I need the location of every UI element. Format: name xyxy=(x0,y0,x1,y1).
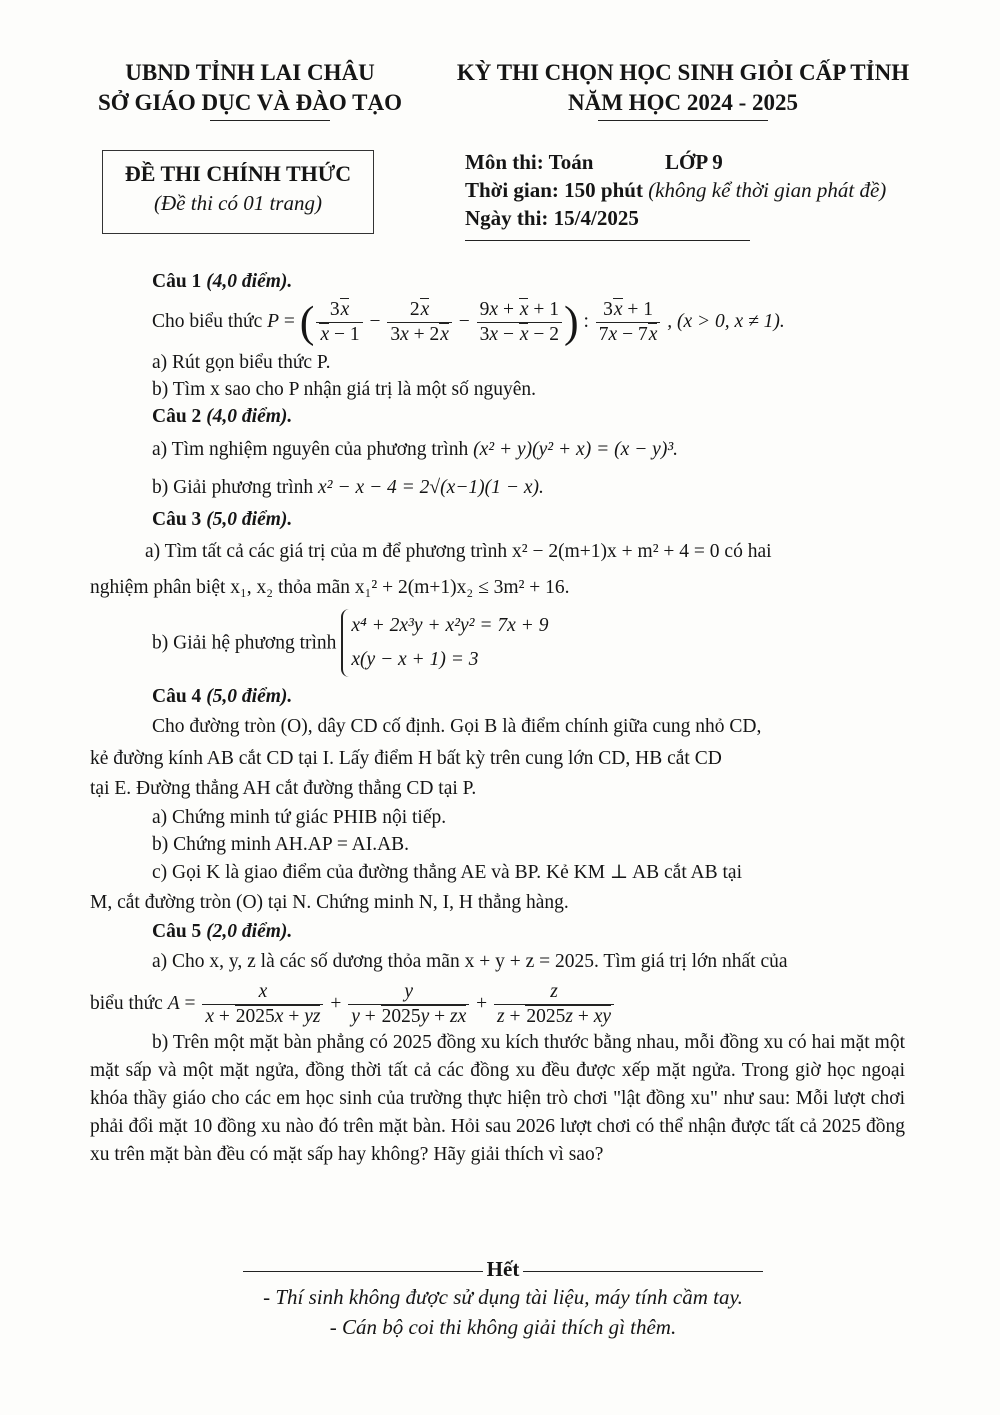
subject-label: Môn thi: Toán xyxy=(465,150,594,174)
q1-part-a: a) Rút gọn biểu thức P. xyxy=(152,352,331,373)
q2-part-a: a) Tìm nghiệm nguyên của phương trình (x² + y)(y² + x) = (x − y)³. xyxy=(152,439,679,460)
q5-heading: Câu 5 (2,0 điểm). xyxy=(152,921,293,942)
q4-part-c-line2: M, cắt đường tròn (O) tại N. Chứng minh N, I, H thẳng hàng. xyxy=(90,892,569,913)
q3-part-a-line2: nghiệm phân biệt x₁, x₂ thỏa mãn x₁² + 2(m+1)x₂ ≤ 3m² + 16. xyxy=(90,577,570,598)
q4-intro-line3: tại E. Đường thẳng AH cắt đường thẳng CD tại P. xyxy=(90,778,477,799)
q5-part-b: b) Trên một mặt bàn phẳng có 2025 đồng xu kích thước bằng nhau, mỗi đồng xu có hai mặt một mặt sấp và một mặt ngửa, đồng thời tất cả các đồng xu đều được xếp mặt ngửa. Trong giờ học ngoại khóa thầy giáo cho các em học sinh của trường thực hiện trò chơi "lật đồng xu" như sau: Mỗi lượt chơi phải đổi mặt 10 đồng xu nào đó trên mặt bàn. Hỏi sau 2026 lượt chơi có thể nhận được tất cả 2025 đồng xu trên mặt bàn đều có mặt sấp hay không? Hãy giải thích vì sao? xyxy=(90,1032,905,1166)
q1-expression: Cho biểu thức P = ( $\frac{3x}{x - 1}$ − $\frac{2x}{3x + 2x}$ − $\frac{9x + x + 1}{3x - x - 2}$ ) : $\frac{3x + 1}{7x - 7x}$ , (x > 0, x ≠ 1). xyxy=(152,297,785,347)
q3-part-a-line1: a) Tìm tất cả các giá trị của m để phương trình x² − 2(m+1)x + m² + 4 = 0 có hai xyxy=(145,541,772,562)
time-note: (không kể thời gian phát đề) xyxy=(648,178,887,202)
q3-system: x⁴ + 2x³y + x²y² = 7x + 9 x(y − x + 1) = 3 xyxy=(341,609,548,677)
header-exam xyxy=(448,58,918,118)
header-organization xyxy=(90,58,410,118)
official-exam-box xyxy=(102,150,374,234)
exam-info xyxy=(465,148,886,232)
org-line2: SỞ GIÁO DỤC VÀ ĐÀO TẠO xyxy=(98,90,402,115)
q4-heading: Câu 4 (5,0 điểm). xyxy=(152,686,293,707)
end-marker: Hết xyxy=(228,1257,778,1282)
exam-underline xyxy=(598,120,768,121)
footer-note2: - Cán bộ coi thi không giải thích gì thêm. xyxy=(329,1315,677,1339)
q5-part-a-line1: a) Cho x, y, z là các số dương thỏa mãn x + y + z = 2025. Tìm giá trị lớn nhất của xyxy=(152,951,788,972)
org-line1: UBND TỈNH LAI CHÂU xyxy=(125,60,375,85)
grade-label: LỚP 9 xyxy=(665,150,723,174)
q2-heading: Câu 2 (4,0 điểm). xyxy=(152,406,293,427)
q3-part-b: b) Giải hệ phương trình x⁴ + 2x³y + x²y² = 7x + 9 x(y − x + 1) = 3 xyxy=(90,609,905,677)
q3-heading: Câu 3 (5,0 điểm). xyxy=(152,509,293,530)
date-label: Ngày thi: 15/4/2025 xyxy=(465,206,639,230)
official-subtitle: (Đề thi có 01 trang) xyxy=(154,191,322,215)
org-underline xyxy=(210,120,330,121)
exam-line2: NĂM HỌC 2024 - 2025 xyxy=(568,90,798,115)
q4-intro-line2: kẻ đường kính AB cắt CD tại I. Lấy điểm H bất kỳ trên cung lớn CD, HB cắt CD xyxy=(90,748,722,769)
exam-line1: KỲ THI CHỌN HỌC SINH GIỎI CẤP TỈNH xyxy=(456,60,910,85)
official-title: ĐỀ THI CHÍNH THỨC xyxy=(124,161,352,186)
exam-body xyxy=(90,268,905,1169)
footer-note1: - Thí sinh không được sử dụng tài liệu, máy tính cầm tay. xyxy=(263,1285,743,1309)
exam-footer xyxy=(228,1257,778,1342)
q2-part-b: b) Giải phương trình x² − x − 4 = 2√(x−1)(1 − x). xyxy=(152,477,544,498)
time-label: Thời gian: 150 phút xyxy=(465,178,643,202)
q5-part-a-expression: biểu thức A = $\frac{x}{x + 2025x + yz}$ + $\frac{y}{y + 2025y + zx}$ + $\frac{z}{z + 2025z + xy}$ xyxy=(90,979,905,1029)
q4-part-a: a) Chứng minh tứ giác PHIB nội tiếp. xyxy=(152,807,447,828)
info-divider xyxy=(465,240,750,241)
q1-part-b: b) Tìm x sao cho P nhận giá trị là một số nguyên. xyxy=(152,379,536,400)
q4-part-b: b) Chứng minh AH.AP = AI.AB. xyxy=(152,834,410,855)
q4-part-c-line1: c) Gọi K là giao điểm của đường thẳng AE và BP. Kẻ KM ⊥ AB cắt AB tại xyxy=(152,862,743,883)
q4-intro-line1: Cho đường tròn (O), dây CD cố định. Gọi B là điểm chính giữa cung nhỏ CD, xyxy=(152,716,762,737)
q1-heading: Câu 1 (4,0 điểm). xyxy=(152,271,293,292)
